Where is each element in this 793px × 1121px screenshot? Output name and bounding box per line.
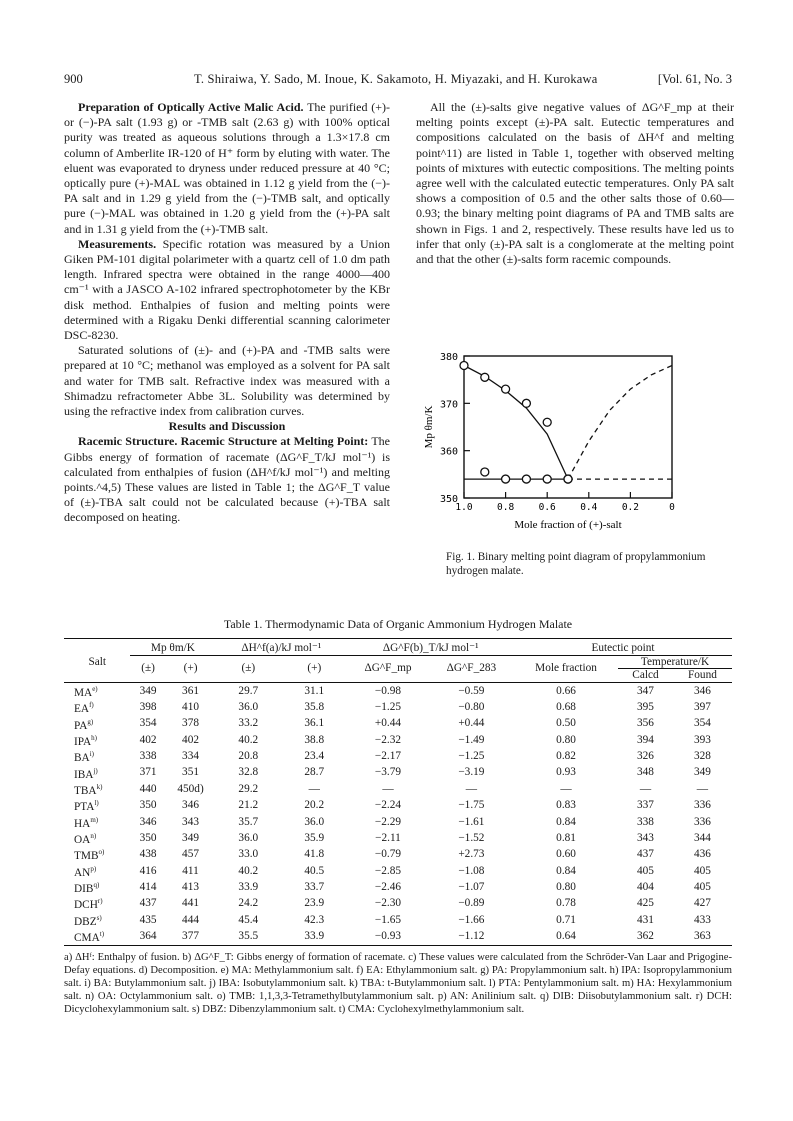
cell-mp-p: 450d) xyxy=(177,782,204,795)
x-tick-label: 1.0 xyxy=(455,502,473,513)
cell-dg-283: −1.07 xyxy=(458,880,485,893)
cell-dh-p: 33.7 xyxy=(304,880,325,893)
cell-calcd: 437 xyxy=(636,848,654,861)
cell-dh-p: 33.9 xyxy=(304,930,325,943)
paragraph-measurements xyxy=(64,237,390,343)
salt-name: IPA xyxy=(74,735,92,748)
cell-dg-mp: −2.46 xyxy=(374,880,402,893)
cell-dh-pm: 35.7 xyxy=(238,815,259,828)
cell-mf: 0.84 xyxy=(556,864,576,877)
cell-dh-pm: 21.2 xyxy=(238,799,259,812)
table-1 xyxy=(64,617,732,1017)
cell-calcd: 405 xyxy=(636,864,654,877)
salt-name: TBA xyxy=(74,784,97,797)
cell-salt xyxy=(64,830,130,846)
data-point xyxy=(502,475,510,483)
cell-salt xyxy=(64,895,130,911)
salt-name: OA xyxy=(74,833,91,846)
table-row xyxy=(64,895,732,911)
cell-found: 397 xyxy=(693,701,711,714)
x-tick-label: 0.8 xyxy=(497,502,515,513)
cell-dh-p: 20.2 xyxy=(304,799,325,812)
x-tick-label: 0.2 xyxy=(621,502,639,513)
table-row xyxy=(64,682,732,699)
cell-dg-mp: −2.32 xyxy=(374,733,402,746)
data-point xyxy=(522,399,530,407)
y-tick-label: 380 xyxy=(439,352,458,363)
table-row xyxy=(64,716,732,732)
salt-name: AN xyxy=(74,866,91,879)
right-column xyxy=(416,100,734,267)
salt-note: g) xyxy=(87,717,94,726)
cell-mp-pm: 371 xyxy=(139,766,157,779)
cell-dh-pm: 36.0 xyxy=(238,701,259,714)
cell-dh-p: 40.5 xyxy=(304,864,325,877)
cell-salt xyxy=(64,912,130,928)
salt-name: TMB xyxy=(74,850,99,863)
cell-mf: 0.60 xyxy=(556,848,576,861)
x-tick-label: 0.4 xyxy=(580,502,598,513)
table-row xyxy=(64,879,732,895)
cell-mp-p: 361 xyxy=(182,684,199,697)
cell-mp-p: 346 xyxy=(182,799,199,812)
paragraph-body: Specific rotation was measured by a Union Giken PM-101 digital polarimeter with a quartz cell of 1.0 dm path length. Infrared spectra were obtained in the range 4000—400 cm⁻¹ with a JASCO A-102 infrared spectrophotometer by the KBr disk method. Enthalpies of fusion and melting points were determined with a Rigaku Denki differential scanning calorimeter DSC-8230. xyxy=(64,236,391,343)
cell-dg-mp: −2.24 xyxy=(374,799,402,812)
data-point xyxy=(564,475,572,483)
cell-mf: 0.80 xyxy=(556,733,576,746)
cell-dg-283: +2.73 xyxy=(458,848,485,861)
table-row xyxy=(64,912,732,928)
salt-note: j) xyxy=(93,766,98,775)
salt-name: PA xyxy=(74,719,88,732)
cell-dg-283: −1.08 xyxy=(458,864,485,877)
cell-salt xyxy=(64,863,130,879)
cell-dh-pm: 20.8 xyxy=(238,750,259,763)
cell-salt xyxy=(64,699,130,715)
cell-mp-pm: 414 xyxy=(139,880,157,893)
cell-dg-283: −1.12 xyxy=(458,930,485,943)
y-tick-label: 370 xyxy=(439,399,458,411)
salt-name: CMA xyxy=(74,931,100,944)
paragraph-title: Measurements. xyxy=(78,236,157,251)
cell-found: 405 xyxy=(693,880,711,893)
cell-mp-p: 343 xyxy=(182,815,199,828)
table-body xyxy=(64,682,732,945)
cell-mp-p: 402 xyxy=(182,733,199,746)
cell-dh-p: 31.1 xyxy=(304,684,325,697)
cell-found: 405 xyxy=(693,864,711,877)
cell-mf: 0.78 xyxy=(556,897,576,910)
cell-mp-p: 378 xyxy=(182,717,199,730)
cell-dg-283: — xyxy=(465,782,478,795)
cell-calcd: 395 xyxy=(636,701,654,714)
sub-mp-plus: (+) xyxy=(183,662,198,675)
cell-dg-283: −0.59 xyxy=(458,684,485,697)
sub-dg-283: ΔG^F_283 xyxy=(446,662,497,675)
cell-dg-mp: −1.25 xyxy=(374,701,402,714)
cell-salt xyxy=(64,846,130,862)
sub-dh-pm: (±) xyxy=(241,662,256,675)
col-eutectic: Eutectic point xyxy=(514,639,732,656)
salt-note: i) xyxy=(89,750,94,759)
paragraph-title: Racemic Structure. Racemic Structure at Melting Point: xyxy=(78,434,369,449)
cell-dh-p: 36.1 xyxy=(304,717,325,730)
cell-dh-p: 41.8 xyxy=(304,848,325,861)
cell-dg-mp: −2.85 xyxy=(374,864,402,877)
cell-dh-p: 42.3 xyxy=(304,913,325,926)
cell-calcd: 343 xyxy=(636,831,654,844)
paragraph-body: The purified (+)- or (−)-PA salt (1.93 g) or -TMB salt (2.63 g) with 100% optical purity was treated as aqueous solutions through a 1.3×17.8 cm column of Amberlite IR-120 of H⁺ form by eluting with water. The eluent was evaporated to dryness under reduced pressure at 40 °C; optically pure (+)-MAL was obtained in 1.12 g yield from the (−)-PA salt and in 1.29 g yield from the (−)-TMB salt, and optically pure (−)-MAL was obtained in 1.20 g yield from the (+)-PA salt and in 1.31 g yield from the (+)-TMB salt. xyxy=(64,100,390,236)
cell-mp-pm: 398 xyxy=(139,701,157,714)
salt-note: m) xyxy=(90,815,99,824)
cell-mf: 0.80 xyxy=(556,880,576,893)
cell-dh-pm: 35.5 xyxy=(238,930,259,943)
salt-note: o) xyxy=(98,848,105,857)
cell-found: 433 xyxy=(693,913,711,926)
cell-dh-pm: 45.4 xyxy=(238,913,259,926)
cell-found: 346 xyxy=(693,684,711,697)
cell-dh-p: 23.9 xyxy=(304,897,325,910)
cell-mp-pm: 350 xyxy=(139,831,157,844)
cell-mp-pm: 438 xyxy=(139,848,157,861)
cell-dh-p: 36.0 xyxy=(304,815,325,828)
sub-mp-pm: (±) xyxy=(141,662,155,675)
cell-calcd: 404 xyxy=(636,880,654,893)
left-column xyxy=(64,100,390,526)
cell-mp-pm: 354 xyxy=(139,717,157,730)
cell-mp-p: 410 xyxy=(182,701,199,714)
cell-dg-283: −0.89 xyxy=(458,897,485,910)
cell-dh-p: 28.7 xyxy=(304,766,325,779)
cell-dg-mp: −0.79 xyxy=(374,848,402,861)
paragraph-conglomerate: All the (±)-salts give negative values of ΔG^F_mp at their melting points except (±)-PA salt. Eutectic temperatures and compositions calculated on the basis of ΔH^f and melting point^11) are listed in Table 1, together with observed melting points of mixtures with eutectic compositions. The melting points agree well with the calculated eutectic temperatures. Only PA salt shows a composition of 0.5 and the other salts those of 0.60—0.93; the binary melting point diagrams of PA and TMB salts are shown in Figs. 1 and 2, respectively. These results have led us to infer that only (±)-PA salt is a conglomerate at the melting point and that the other (±)-salts form racemic compounds. xyxy=(416,100,734,267)
cell-mp-pm: 437 xyxy=(139,897,157,910)
cell-mf: 0.84 xyxy=(556,815,576,828)
salt-note: n) xyxy=(90,832,97,841)
cell-found: 354 xyxy=(693,717,711,730)
salt-name: DBZ xyxy=(74,915,97,928)
cell-dg-283: −1.25 xyxy=(458,750,485,763)
data-point xyxy=(543,475,551,483)
cell-calcd: 348 xyxy=(636,766,654,779)
cell-found: 344 xyxy=(693,831,711,844)
table-row xyxy=(64,732,732,748)
salt-note: e) xyxy=(92,684,98,693)
data-point xyxy=(502,385,510,393)
section-heading: Results and Discussion xyxy=(168,419,286,434)
cell-dh-p: 23.4 xyxy=(304,750,325,763)
cell-mp-pm: 338 xyxy=(139,750,157,763)
cell-mp-pm: 364 xyxy=(139,930,157,943)
cell-found: — xyxy=(696,782,709,795)
cell-dg-283: −0.80 xyxy=(458,701,485,714)
cell-salt xyxy=(64,879,130,895)
x-tick-label: 0 xyxy=(669,502,675,513)
x-axis-label: Mole fraction of (+)-salt xyxy=(514,519,622,531)
cell-dh-pm: 33.2 xyxy=(238,717,259,730)
cell-mf: 0.81 xyxy=(556,831,576,844)
cell-mp-pm: 349 xyxy=(139,684,157,697)
paragraph-racemic xyxy=(64,434,390,525)
cell-calcd: 356 xyxy=(636,717,654,730)
cell-found: 393 xyxy=(693,733,711,746)
cell-dh-pm: 29.2 xyxy=(238,782,259,795)
data-table xyxy=(64,638,732,946)
table-row xyxy=(64,846,732,862)
cell-dg-283: −1.66 xyxy=(458,913,485,926)
authors-line: T. Shiraiwa, Y. Sado, M. Inoue, K. Sakamoto, H. Miyazaki, and H. Kurokawa xyxy=(194,72,598,86)
cell-mp-p: 457 xyxy=(182,848,199,861)
salt-name: DCH xyxy=(74,899,98,912)
cell-dg-mp: +0.44 xyxy=(374,717,402,730)
table-row xyxy=(64,797,732,813)
paragraph-body: The Gibbs energy of formation of racemate (ΔG^F_T/kJ mol⁻¹) is calculated from enthalpies of fusion (ΔH^f/kJ mol⁻¹) and melting points.^4,5) These values are listed in Table 1; the ΔG^F_T value of (±)-TBA salt could not be calculated because (+)-TBA salt decomposed on heating. xyxy=(64,434,390,525)
cell-calcd: 326 xyxy=(636,750,654,763)
table-footnotes: a) ΔHᶠ: Enthalpy of fusion. b) ΔG^F_T: Gibbs energy of formation of racemate. c) These values were calculated from the Schröder-Van Laar and Prigogine-Defay equations. d) Decomposition. e) MA: Methylammonium salt. f) EA: Ethylammonium salt. g) PA: Propylammonium salt. h) IPA: Isopropylammonium salt. i) BA: Butylammonium salt. j) IBA: Isobutylammonium salt. k) TBA: t-Butylammonium salt. l) PTA: Pentylammonium salt. m) HA: Hexylammonium salt. n) OA: Octylammonium salt. o) TMB: 1,1,3,3-Tetramethylbutylammonium salt. p) AN: Anilinium salt. q) DIB: Diisobutylammonium salt. r) DCH: Dicyclohexylammonium salt. s) DBZ: Dibenzylammonium salt. t) CMA: Cyclohexylmethylammonium salt. xyxy=(64,951,732,1016)
salt-note: t) xyxy=(99,930,105,939)
liquidus-line xyxy=(464,366,568,480)
col-mp: Mp θm/K xyxy=(130,639,215,656)
cell-mp-pm: 435 xyxy=(139,913,157,926)
cell-found: 336 xyxy=(693,815,711,828)
cell-dg-283: +0.44 xyxy=(458,717,485,730)
cell-dh-pm: 32.8 xyxy=(238,766,259,779)
table-row xyxy=(64,928,732,945)
cell-mf: 0.82 xyxy=(556,750,576,763)
calculated-curve-dashed xyxy=(568,366,672,480)
salt-note: k) xyxy=(96,782,103,791)
table-row xyxy=(64,699,732,715)
cell-dg-mp: −2.17 xyxy=(374,750,402,763)
cell-dg-mp: −1.65 xyxy=(374,913,402,926)
table-row xyxy=(64,814,732,830)
cell-dg-283: −3.19 xyxy=(458,766,485,779)
sub-found: Found xyxy=(687,669,717,682)
cell-mf: 0.71 xyxy=(556,913,576,926)
col-dg: ΔG^F(b)_T/kJ mol⁻¹ xyxy=(347,639,514,656)
volume-info: [Vol. 61, No. 3 xyxy=(657,72,732,86)
cell-dh-pm: 36.0 xyxy=(238,831,259,844)
figure-caption: Fig. 1. Binary melting point diagram of propylammonium hydrogen malate. xyxy=(446,551,706,577)
table-row xyxy=(64,863,732,879)
paragraph-title: Preparation of Optically Active Malic Acid. xyxy=(78,100,304,114)
data-point xyxy=(481,373,489,381)
cell-dg-mp: −2.29 xyxy=(374,815,402,828)
cell-salt xyxy=(64,814,130,830)
salt-name: MA xyxy=(74,686,93,699)
cell-dh-pm: 40.2 xyxy=(238,733,259,746)
cell-found: 363 xyxy=(693,930,711,943)
cell-salt xyxy=(64,682,130,699)
cell-salt xyxy=(64,797,130,813)
cell-calcd: 394 xyxy=(636,733,654,746)
y-tick-label: 350 xyxy=(439,494,458,505)
cell-dg-mp: — xyxy=(382,782,394,795)
sub-mole-fraction: Mole fraction xyxy=(535,662,597,675)
data-point xyxy=(522,475,530,483)
cell-dh-pm: 33.9 xyxy=(238,880,259,893)
table-row xyxy=(64,765,732,781)
salt-name: HA xyxy=(74,817,91,830)
data-point xyxy=(543,418,551,426)
cell-salt xyxy=(64,716,130,732)
cell-mp-p: 411 xyxy=(182,864,199,877)
salt-name: IBA xyxy=(74,768,94,781)
cell-mp-pm: 346 xyxy=(139,815,157,828)
sub-calcd: Calcd xyxy=(632,669,659,682)
cell-dg-mp: −2.11 xyxy=(375,831,401,844)
cell-mp-p: 377 xyxy=(182,930,199,943)
cell-found: 336 xyxy=(693,799,711,812)
salt-name: EA xyxy=(74,702,90,715)
col-salt: Salt xyxy=(88,655,107,668)
sub-dg-mp: ΔG^F_mp xyxy=(364,662,412,675)
paragraph-solutions: Saturated solutions of (±)- and (+)-PA and -TMB salts were prepared at 10 °C; methanol was employed as a solvent for PA salt and water for TMB salt. Refractive index was measured with a Shimadzu refractometer Abbe 3L. Solubility was determined by using the refractive index from calibration curves. xyxy=(64,343,390,419)
data-point xyxy=(460,361,468,369)
salt-note: s) xyxy=(96,913,102,922)
cell-mp-p: 351 xyxy=(182,766,199,779)
cell-mp-pm: 402 xyxy=(139,733,157,746)
cell-mp-p: 441 xyxy=(182,897,199,910)
page-header xyxy=(64,72,732,88)
cell-mp-pm: 440 xyxy=(139,782,157,795)
cell-dg-283: −1.49 xyxy=(458,733,485,746)
cell-calcd: 347 xyxy=(636,684,654,697)
cell-mf: — xyxy=(560,782,572,795)
cell-dg-mp: −0.98 xyxy=(374,684,402,697)
cell-mp-p: 413 xyxy=(182,880,199,893)
y-tick-label: 360 xyxy=(439,446,458,458)
page-number: 900 xyxy=(64,72,83,86)
col-dh: ΔH^f(a)/kJ mol⁻¹ xyxy=(215,639,347,656)
cell-dh-pm: 24.2 xyxy=(238,897,259,910)
cell-calcd: 425 xyxy=(636,897,654,910)
table-row xyxy=(64,830,732,846)
cell-dh-pm: 33.0 xyxy=(238,848,259,861)
salt-name: PTA xyxy=(74,801,95,814)
table-row xyxy=(64,781,732,797)
cell-mp-p: 334 xyxy=(182,750,199,763)
salt-name: DIB xyxy=(74,882,94,895)
cell-dh-p: 35.9 xyxy=(304,831,325,844)
melting-point-diagram xyxy=(416,346,734,546)
cell-mf: 0.93 xyxy=(556,766,576,779)
sub-temperature: Temperature/K xyxy=(618,655,732,669)
salt-note: p) xyxy=(90,864,97,873)
cell-dh-p: 38.8 xyxy=(304,733,325,746)
cell-calcd: 431 xyxy=(636,913,654,926)
cell-salt xyxy=(64,781,130,797)
paragraph-preparation xyxy=(64,100,390,237)
y-axis-label: Mp θm/K xyxy=(423,405,435,449)
cell-dg-mp: −2.30 xyxy=(374,897,402,910)
data-point xyxy=(481,468,489,476)
cell-mf: 0.64 xyxy=(556,930,576,943)
cell-dh-p: — xyxy=(308,782,320,795)
cell-calcd: 362 xyxy=(636,930,654,943)
cell-salt xyxy=(64,732,130,748)
cell-found: 436 xyxy=(693,848,711,861)
cell-calcd: — xyxy=(639,782,652,795)
cell-dg-mp: −3.79 xyxy=(374,766,402,779)
salt-note: h) xyxy=(91,733,98,742)
x-tick-label: 0.6 xyxy=(538,502,556,513)
cell-dg-283: −1.61 xyxy=(458,815,485,828)
cell-dh-p: 35.8 xyxy=(304,701,325,714)
salt-note: q) xyxy=(93,881,100,890)
cell-mp-pm: 350 xyxy=(139,799,157,812)
cell-mf: 0.50 xyxy=(556,717,576,730)
table-row xyxy=(64,748,732,764)
cell-mf: 0.66 xyxy=(556,684,576,697)
cell-found: 328 xyxy=(693,750,711,763)
cell-dg-283: −1.52 xyxy=(458,831,485,844)
cell-mp-p: 349 xyxy=(182,831,199,844)
salt-note: r) xyxy=(97,897,103,906)
table-title: Table 1. Thermodynamic Data of Organic Ammonium Hydrogen Malate xyxy=(223,617,573,631)
salt-name: BA xyxy=(74,751,90,764)
cell-dh-pm: 29.7 xyxy=(238,684,259,697)
sub-dh-plus: (+) xyxy=(307,662,322,675)
cell-found: 427 xyxy=(693,897,711,910)
cell-mf: 0.83 xyxy=(556,799,576,812)
salt-note: f) xyxy=(89,701,94,710)
cell-salt xyxy=(64,765,130,781)
cell-dg-283: −1.75 xyxy=(458,799,485,812)
figure-1 xyxy=(416,346,734,586)
cell-salt xyxy=(64,748,130,764)
cell-calcd: 338 xyxy=(636,815,654,828)
cell-mp-p: 444 xyxy=(182,913,199,926)
cell-dh-pm: 40.2 xyxy=(238,864,259,877)
salt-note: l) xyxy=(94,799,99,808)
cell-dg-mp: −0.93 xyxy=(374,930,402,943)
cell-found: 349 xyxy=(693,766,711,779)
cell-mp-pm: 416 xyxy=(139,864,157,877)
cell-calcd: 337 xyxy=(636,799,654,812)
cell-salt xyxy=(64,928,130,945)
cell-mf: 0.68 xyxy=(556,701,576,714)
